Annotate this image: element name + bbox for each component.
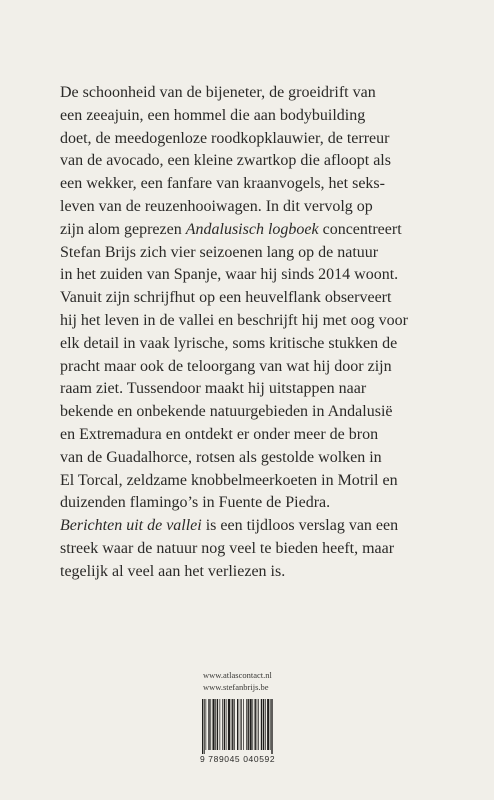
barcode-bar [246,699,247,750]
blurb-line [60,242,460,265]
barcode-bar [206,699,207,750]
barcode-bar [241,699,242,750]
blurb-text-run: pracht maar ook de teloorgang van wat hij door zijn [60,357,392,375]
blurb-line [60,173,460,196]
blurb-text-run: streek waar de natuur nog veel te bieden heeft, maar [60,539,395,557]
blurb-line [60,538,460,561]
barcode-bar [258,699,259,750]
blurb-line [60,515,460,538]
barcode-bar [255,699,256,750]
blurb-line [60,150,460,173]
author-url[interactable]: www.stefanbrijs.be [203,682,269,692]
blurb-text-run: doet, de meedogenloze roodkopklauwier, de terreur [60,129,390,147]
blurb-line [60,287,460,310]
blurb-line [60,82,460,105]
blurb-text-run: van de Guadalhorce, rotsen als gestolde wolken in [60,448,382,466]
blurb-text-run: en Extremadura en ontdekt er onder meer de bron [60,425,379,443]
blurb-line [60,310,460,333]
book-title-italic: Berichten uit de vallei [60,517,202,535]
blurb-line [60,447,460,470]
blurb-line [60,561,460,584]
blurb-line [60,378,460,401]
blurb-text-run: is een tijdloos verslag van een [201,517,399,535]
blurb-line [60,219,460,242]
blurb-text-run: De schoonheid van de bijeneter, de groeidrift van [60,84,376,101]
blurb-text-run: concentreert [318,220,402,238]
barcode-bar [232,699,233,750]
blurb-text-run: tegelijk al veel aan het verliezen is. [60,562,286,580]
colophon [203,669,323,693]
barcode-bar [204,699,205,754]
barcode-bar [265,699,266,750]
blurb-line [60,128,460,151]
blurb-text-run: een wekker, een fanfare van kraanvogels, het seks- [60,175,385,193]
blurb-text-run: raam ziet. Tussendoor maakt hij uitstappen naar [60,380,367,398]
barcode-bar [257,699,258,750]
barcode-bar [248,699,249,750]
barcode-bar [210,699,211,750]
barcode-bars [200,699,300,754]
barcode-bar [250,699,252,750]
book-title-italic: Andalusisch logboek [185,220,319,238]
isbn-number: 9 789045 040592 [200,754,276,764]
blurb-line [60,424,460,447]
barcode-bar [270,699,271,750]
blurb-text-run: een zeeajuin, een hommel die aan bodybuilding [60,106,366,124]
barcode-bar [217,699,218,750]
barcode-bar [271,699,272,754]
barcode-bar [202,699,203,754]
blurb-line [60,492,460,515]
barcode-bar [215,699,216,750]
barcode-bar [240,699,241,750]
barcode-bar [220,699,221,750]
barcode-bar [243,699,244,750]
isbn-barcode [200,699,300,754]
blurb-text-run: El Torcal, zeldzame knobbelmeerkoeten in Motril en [60,471,398,489]
barcode-bar [208,699,209,750]
blurb-text-run: Vanuit zijn schrijfhut op een heuvelflank observeert [60,289,392,307]
blurb-text-run: leven van de reuzenhooiwagen. In dit vervolg op [60,197,373,215]
blurb-text-run: zijn alom geprezen [60,220,186,238]
blurb-text [60,82,460,584]
barcode-bar [226,699,227,750]
blurb-line [60,401,460,424]
barcode-bar [261,699,262,750]
blurb-line [60,356,460,379]
blurb-line [60,105,460,128]
barcode-bar [222,699,223,750]
blurb-text-run: in het zuiden van Spanje, waar hij sinds 2014 woont. [60,266,399,284]
barcode-bar [237,699,238,750]
blurb-line [60,333,460,356]
barcode-bar [267,699,269,750]
blurb-text-run: van de avocado, een kleine zwartkop die afloopt als [60,152,391,170]
barcode-bar [224,699,225,750]
publisher-url[interactable]: www.atlascontact.nl [203,670,272,680]
barcode-bar [228,699,230,750]
blurb-text-run: elk detail in vaak lyrische, soms kritische stukken de [60,334,398,352]
blurb-text-run: duizenden flamingo’s in Fuente de Piedra. [60,494,331,512]
blurb-text-run: Stefan Brijs zich vier seizoenen lang op de natuur [60,243,379,261]
blurb-text-run: hij het leven in de vallei en beschrijft hij met oog voor [60,311,408,329]
barcode-bar [263,699,264,750]
blurb-text-run: bekende en onbekende natuurgebieden in Andalusië [60,403,393,421]
blurb-line [60,264,460,287]
barcode-bar [252,699,253,750]
blurb-line [60,470,460,493]
barcode-bar [234,699,235,750]
blurb-line [60,196,460,219]
barcode-bar [231,699,232,750]
barcode-bar [213,699,215,750]
